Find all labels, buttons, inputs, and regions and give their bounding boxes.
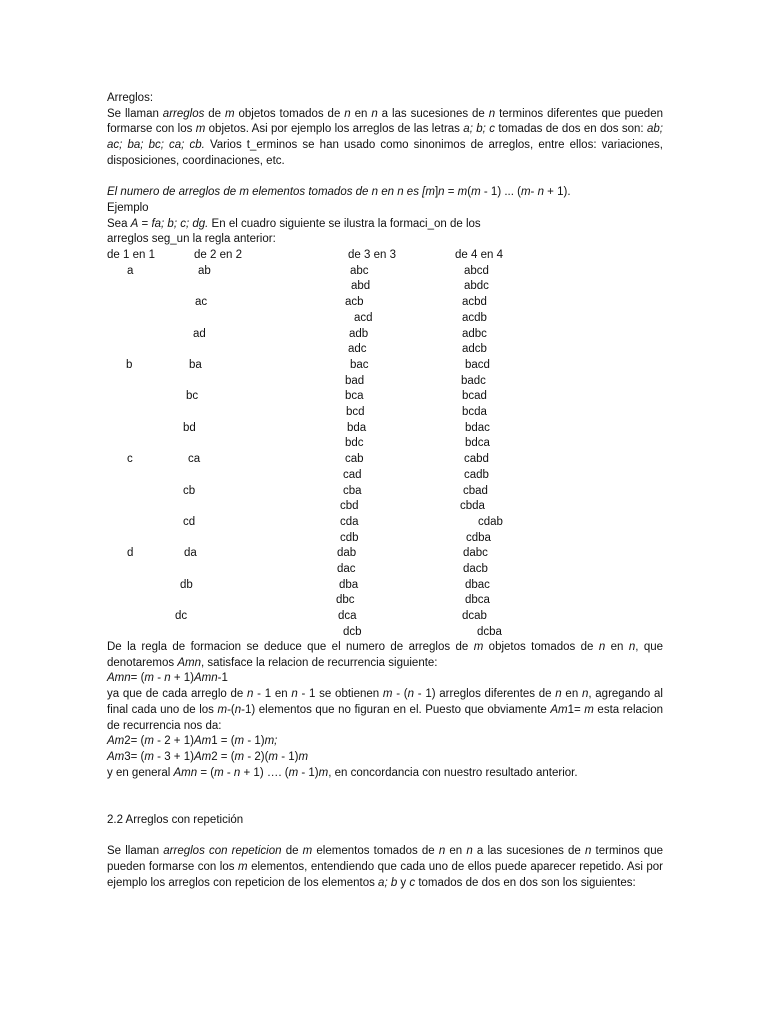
text-run: ya que de cada arreglo de (107, 688, 248, 701)
cell-4-en-4: dbac (465, 578, 490, 591)
text-run: - 1) (244, 735, 265, 748)
text-run: - 1 en (253, 688, 292, 701)
cell-3-en-3: cda (340, 515, 359, 528)
cell-2-en-2: ad (193, 327, 206, 340)
text-run: esta relacion de recurrencia nos da: (107, 703, 663, 732)
cell-4-en-4: cdba (466, 531, 491, 544)
text-run: elementos tomados de (312, 845, 439, 858)
text-run: 3= ( (124, 750, 145, 763)
cell-2-en-2: ac (195, 296, 208, 309)
text-run: n (344, 107, 351, 120)
text-run: m (584, 703, 594, 716)
text-run: Sea (107, 217, 131, 230)
text-run: m (144, 750, 154, 763)
text-run: 1= (567, 703, 585, 716)
text-run: - (154, 672, 165, 685)
text-run: = ( (130, 672, 145, 685)
intro-paragraph (107, 107, 663, 170)
cell-3-en-3: adb (349, 327, 369, 340)
text-run: n (598, 641, 606, 654)
text-run: m (234, 735, 245, 748)
text-run: m (457, 186, 468, 199)
text-run: A (130, 217, 139, 230)
text-run: Amn (177, 656, 201, 669)
text-run: n (164, 672, 171, 685)
cell-4-en-4: cbad (463, 484, 488, 497)
cell-2-en-2: cb (183, 484, 196, 497)
text-run: Amn (107, 672, 131, 685)
text-run: n (488, 107, 496, 120)
cell-4-en-4: adcb (462, 343, 487, 356)
cell-3-en-3: cab (345, 453, 364, 466)
text-run: -1 (217, 672, 228, 685)
cell-1-en-1: b (126, 358, 133, 371)
text-run: objetos. Asi por ejemplo los arreglos de las letras (205, 123, 464, 136)
text-run: Se llaman (107, 845, 164, 858)
cell-4-en-4: cadb (464, 468, 489, 481)
text-run: c (409, 876, 416, 889)
document-page (107, 91, 663, 891)
text-run: m (144, 735, 154, 748)
cell-3-en-3: cdb (340, 531, 359, 544)
text-run: Am (193, 750, 212, 763)
text-run: m (214, 766, 224, 779)
text-run: m (298, 750, 309, 763)
cell-2-en-2: da (184, 547, 197, 560)
cell-3-en-3: dcb (343, 625, 362, 638)
text-run: m (195, 123, 206, 136)
text-run: - 3 + 1) (153, 750, 194, 763)
spacer (107, 170, 663, 186)
text-run: - 1) ... ( (480, 186, 521, 199)
text-run: - 1) arreglos diferentes de (414, 688, 556, 701)
example-line-2: arreglos seg_un la regla anterior: (107, 233, 276, 246)
cell-3-en-3: abc (350, 264, 369, 277)
text-run: m (144, 672, 154, 685)
cell-4-en-4: dcba (477, 625, 502, 638)
text-run: arreglos (162, 107, 205, 120)
text-run: m (302, 845, 313, 858)
text-run: objetos tomados de (234, 107, 345, 120)
cell-3-en-3: dca (338, 610, 357, 623)
text-run: y en general (107, 766, 174, 779)
text-run: n (581, 688, 589, 701)
cell-1-en-1: d (127, 547, 134, 560)
text-run: n (555, 688, 562, 701)
text-run: Am (107, 735, 125, 748)
text-run: n (628, 641, 636, 654)
cell-4-en-4: bdac (465, 421, 490, 434)
text-run: Se llaman (107, 107, 163, 120)
text-run: m (382, 688, 393, 701)
cell-3-en-3: abd (351, 280, 371, 293)
recurrence-paragraph-2 (107, 687, 663, 734)
cell-4-en-4: dacb (463, 563, 488, 576)
text-run: en (561, 688, 582, 701)
definition-line (107, 185, 663, 201)
cell-2-en-2: dc (175, 610, 188, 623)
text-run: n (438, 186, 445, 199)
cell-3-en-3: cbd (340, 500, 359, 513)
text-run: objetos tomados de (483, 641, 599, 654)
cell-4-en-4: abdc (464, 280, 489, 293)
spacer (107, 797, 663, 813)
text-run: en (350, 107, 372, 120)
recurrence-conclusion (107, 766, 663, 782)
text-run: -1) elementos que no figuran en el. Puesto que obviamente (241, 703, 551, 716)
text-run: 2 = ( (211, 750, 235, 763)
section-2-heading: 2.2 Arreglos con repetición (107, 813, 244, 826)
text-run: - 1 se obtienen (297, 688, 383, 701)
cell-3-en-3: bca (345, 390, 364, 403)
spacer (107, 828, 663, 844)
cell-4-en-4: acdb (462, 311, 487, 324)
cell-4-en-4: abcd (464, 264, 489, 277)
example-heading: Ejemplo (107, 201, 149, 214)
cell-3-en-3: dab (337, 547, 357, 560)
cell-3-en-3: acb (345, 296, 364, 309)
text-run: m (473, 641, 484, 654)
cell-4-en-4: dbca (465, 594, 490, 607)
text-run: en (605, 641, 629, 654)
header-4-en-4: de 4 en 4 (455, 249, 503, 262)
cell-2-en-2: ba (189, 358, 202, 371)
text-run: n (407, 688, 415, 701)
cell-2-en-2: bc (186, 390, 199, 403)
text-run: + 1) …. ( (240, 766, 289, 779)
cell-2-en-2: ca (188, 453, 201, 466)
cell-3-en-3: adc (348, 343, 367, 356)
recurrence-formula-2 (107, 734, 663, 750)
text-run: Amn (193, 672, 218, 685)
text-run: - (530, 186, 538, 199)
text-run: elementos, entendiendo que cada uno de ellos puede aparecer repetido. Asi por ejemplo los arreglos con repeticion de los elementos (107, 860, 663, 889)
text-run: m (520, 186, 531, 199)
text-run: terminos diferentes que pueden formarse con los (107, 107, 663, 136)
text-run: = (138, 217, 152, 230)
text-run: n (291, 688, 298, 701)
text-run: fa; b; c; dg. (151, 217, 209, 230)
text-run: - 1) (278, 750, 299, 763)
text-run: y (397, 876, 410, 889)
cell-3-en-3: dbc (336, 594, 355, 607)
header-3-en-3: de 3 en 3 (348, 249, 396, 262)
text-run: En el cuadro siguiente se ilustra la formaci_on de los (208, 217, 481, 230)
text-run: terminos que pueden formarse con los (107, 845, 663, 873)
cell-4-en-4: adbc (462, 327, 487, 340)
text-run: 1 = ( (211, 735, 235, 748)
text-run: , en concordancia con nuestro resultado anterior. (328, 766, 578, 779)
text-run: ( (467, 186, 472, 199)
text-run: m (288, 766, 299, 779)
text-run: n (438, 845, 446, 858)
cell-4-en-4: badc (461, 374, 486, 387)
header-1-en-1: de 1 en 1 (107, 249, 155, 262)
text-run: , agregando al final cada uno de los (107, 688, 663, 716)
text-run: m (234, 750, 245, 763)
text-run: n (234, 703, 242, 716)
intro-heading: Arreglos: (107, 92, 154, 104)
cell-4-en-4: bcad (462, 390, 487, 403)
text-run: ] (434, 186, 439, 199)
text-run: en (445, 845, 467, 858)
text-run: - ( (392, 688, 408, 701)
cell-2-en-2: db (180, 578, 193, 591)
text-run: -( (227, 703, 235, 716)
text-run: m (268, 750, 278, 763)
cell-3-en-3: acd (354, 311, 373, 324)
cell-4-en-4: cbda (460, 500, 485, 513)
text-run: = (444, 186, 458, 199)
recurrence-paragraph-1 (107, 640, 663, 671)
text-run: Amn (173, 766, 198, 779)
text-run: m (471, 186, 481, 199)
cell-2-en-2: ab (198, 264, 211, 277)
text-run: Am (193, 735, 212, 748)
text-run: a; b; c (463, 123, 495, 136)
cell-4-en-4: bdca (465, 437, 490, 450)
text-run: n (233, 766, 241, 779)
cell-1-en-1: c (127, 453, 133, 466)
text-run: m (238, 860, 248, 873)
text-run: - 2 + 1) (153, 735, 194, 748)
text-run: m (425, 186, 435, 199)
recurrence-formula-1 (107, 671, 663, 687)
example-line-1 (107, 217, 663, 233)
text-run: m; (264, 735, 278, 748)
cell-3-en-3: bac (350, 358, 369, 371)
text-run: Am (550, 703, 568, 716)
arrangements-table (107, 248, 663, 640)
text-run: 2= ( (124, 735, 145, 748)
text-run: Varios t_erminos se han usado como sinonimos de arreglos, entre ellos: variaciones, disposiciones, coordinaciones, etc. (107, 139, 663, 167)
text-run: - 1) (298, 766, 319, 779)
cell-3-en-3: bda (347, 421, 367, 434)
text-run: n (584, 845, 592, 858)
text-run: , que denotaremos (107, 641, 664, 669)
cell-3-en-3: dba (339, 578, 359, 591)
text-run: m (318, 766, 329, 779)
spacer (107, 781, 663, 797)
text-run: arreglos con repeticion (163, 845, 282, 858)
text-run: a; b (378, 876, 398, 889)
text-run: , satisface la relacion de recurrencia siguiente: (200, 656, 438, 669)
recurrence-formula-3 (107, 750, 663, 766)
section-2-paragraph (107, 844, 663, 891)
text-run: n (371, 107, 378, 120)
text-run: de (204, 107, 225, 120)
cell-1-en-1: a (127, 264, 134, 277)
cell-4-en-4: bacd (465, 358, 490, 371)
cell-4-en-4: cdab (478, 515, 503, 528)
text-run: n (537, 186, 544, 199)
cell-4-en-4: cabd (464, 453, 489, 466)
text-run: de (281, 845, 303, 858)
cell-3-en-3: bcd (346, 406, 365, 419)
cell-4-en-4: acbd (462, 296, 487, 309)
header-2-en-2: de 2 en 2 (194, 249, 242, 262)
cell-2-en-2: bd (183, 421, 196, 434)
text-run: + 1) (170, 672, 194, 685)
cell-4-en-4: dcab (462, 610, 487, 623)
cell-2-en-2: cd (183, 515, 196, 528)
text-run: ab; ac; ba; bc; ca; cb. (107, 123, 663, 152)
text-run: = ( (197, 766, 215, 779)
text-run: tomados de dos en dos son los siguientes: (415, 876, 636, 889)
cell-3-en-3: bdc (345, 437, 364, 450)
cell-3-en-3: dac (337, 563, 356, 576)
cell-4-en-4: bcda (462, 406, 487, 419)
cell-3-en-3: cba (343, 484, 362, 497)
text-run: m (225, 107, 235, 120)
text-run: m (217, 703, 228, 716)
text-run: a las sucesiones de (472, 845, 585, 858)
cell-4-en-4: dabc (463, 547, 488, 560)
text-run: n (466, 845, 473, 858)
text-run: a las sucesiones de (377, 107, 489, 120)
text-run: Am (107, 750, 125, 763)
text-run: De la regla de formacion se deduce que el numero de arreglos de (107, 641, 474, 654)
text-run: n (247, 688, 254, 701)
cell-3-en-3: bad (345, 374, 365, 387)
text-run: - (223, 766, 234, 779)
text-run: - 2)( (244, 750, 269, 763)
text-run: + 1). (543, 186, 571, 199)
cell-3-en-3: cad (343, 468, 362, 481)
text-run: tomadas de dos en dos son: (494, 123, 647, 136)
text-run: El numero de arreglos de m elementos tomados de n en n es [ (107, 186, 426, 199)
